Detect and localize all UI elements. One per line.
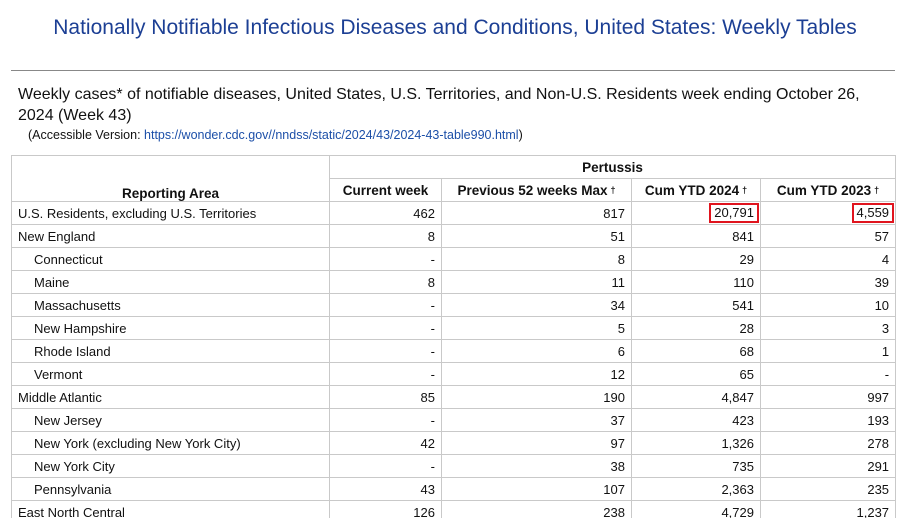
- cell-prev-max: [442, 409, 632, 432]
- cell-ytd-2023: [761, 340, 896, 363]
- cell-value: 190: [603, 389, 625, 405]
- cell-reporting-area: [12, 340, 330, 363]
- table-row: [12, 363, 896, 386]
- cell-current: [330, 202, 442, 225]
- cell-value: 238: [603, 504, 625, 518]
- cell-value: 51: [610, 228, 625, 244]
- cell-value: 462: [413, 205, 435, 221]
- cell-prev-max: [442, 317, 632, 340]
- table-row: [12, 409, 896, 432]
- cell-value: -: [884, 366, 890, 382]
- cell-prev-max: [442, 225, 632, 248]
- cell-ytd-2023: [761, 455, 896, 478]
- dagger-icon: †: [610, 184, 616, 195]
- table-row: [12, 478, 896, 501]
- cell-ytd-2024: [632, 340, 761, 363]
- cell-reporting-area: [12, 478, 330, 501]
- area-label: East North Central: [18, 504, 125, 518]
- cell-reporting-area: [12, 409, 330, 432]
- cell-ytd-2024: [632, 294, 761, 317]
- cell-ytd-2023: [761, 432, 896, 455]
- cell-reporting-area: [12, 271, 330, 294]
- cell-current: [330, 386, 442, 409]
- cell-reporting-area: [12, 225, 330, 248]
- area-label: Rhode Island: [34, 343, 111, 359]
- cell-ytd-2024: [632, 386, 761, 409]
- table-caption: Weekly cases* of notifiable diseases, United States, U.S. Territories, and Non-U.S. Residents week ending October 26, 2024 (Week 43): [18, 86, 860, 124]
- cell-current: [330, 340, 442, 363]
- header-cum-ytd-2023: Cum YTD 2023 †: [761, 179, 896, 202]
- cell-value: 4,729: [721, 504, 754, 518]
- cell-ytd-2024: [632, 248, 761, 271]
- cell-ytd-2023: [761, 271, 896, 294]
- cell-value: 541: [732, 297, 754, 313]
- cell-value: 841: [732, 228, 754, 244]
- cell-current: [330, 478, 442, 501]
- cell-value: 997: [867, 389, 890, 405]
- cell-value: 4,847: [721, 389, 754, 405]
- area-label: New Hampshire: [34, 320, 127, 336]
- cell-reporting-area: [12, 455, 330, 478]
- cell-value: 5: [617, 320, 625, 336]
- header-current-week: Current week: [330, 179, 442, 202]
- cell-prev-max: [442, 455, 632, 478]
- table-row: [12, 294, 896, 317]
- page-title: Nationally Notifiable Infectious Diseases and Conditions, United States: Weekly Tables: [53, 16, 857, 39]
- table-row: [12, 202, 896, 225]
- cell-ytd-2023: [761, 363, 896, 386]
- cell-reporting-area: [12, 294, 330, 317]
- table-body: [12, 202, 896, 518]
- cell-value: 1: [881, 343, 890, 359]
- table-row: [12, 317, 896, 340]
- cell-value: 28: [739, 320, 754, 336]
- cell-value: 291: [867, 458, 890, 474]
- table-container[interactable]: [11, 155, 899, 518]
- cell-current: [330, 455, 442, 478]
- table-row: [12, 386, 896, 409]
- cell-ytd-2024: [632, 409, 761, 432]
- header-reporting-area: Reporting Area: [12, 156, 330, 202]
- cell-ytd-2024: [632, 363, 761, 386]
- area-label: Middle Atlantic: [18, 389, 102, 405]
- cell-value: 2,363: [721, 481, 754, 497]
- cell-value: 107: [603, 481, 625, 497]
- cell-current: [330, 294, 442, 317]
- cell-prev-max: [442, 294, 632, 317]
- cell-value: 10: [874, 297, 890, 313]
- cell-current: [330, 248, 442, 271]
- cell-value: 29: [739, 251, 754, 267]
- accessible-version-link[interactable]: https://wonder.cdc.gov//nndss/static/2024/43/2024-43-table990.html: [144, 128, 519, 142]
- cell-value: 235: [867, 481, 890, 497]
- cell-value: 1,237: [856, 504, 890, 518]
- area-label: New York (excluding New York City): [34, 435, 241, 451]
- cell-ytd-2023: [761, 501, 896, 518]
- cell-value: -: [430, 297, 435, 313]
- cell-prev-max: [442, 202, 632, 225]
- cell-reporting-area: [12, 386, 330, 409]
- cell-value: 735: [732, 458, 754, 474]
- cell-reporting-area: [12, 317, 330, 340]
- cell-value: 57: [874, 228, 890, 244]
- cell-value: 8: [617, 251, 625, 267]
- cell-value: 423: [732, 412, 754, 428]
- cell-reporting-area: [12, 202, 330, 225]
- area-label: Vermont: [34, 366, 83, 382]
- title-divider: [11, 70, 895, 71]
- cell-ytd-2024: [632, 317, 761, 340]
- cell-prev-max: [442, 432, 632, 455]
- cell-value: 4: [881, 251, 890, 267]
- cell-value: -: [430, 412, 435, 428]
- cell-reporting-area: [12, 501, 330, 518]
- cell-value: 11: [611, 274, 625, 290]
- area-label: Maine: [34, 274, 70, 290]
- cell-ytd-2024: [632, 271, 761, 294]
- dagger-icon: †: [874, 184, 880, 195]
- area-label: Connecticut: [34, 251, 103, 267]
- pertussis-table: [11, 155, 896, 518]
- table-row: [12, 340, 896, 363]
- table-row: [12, 271, 896, 294]
- cell-prev-max: [442, 386, 632, 409]
- table-row: [12, 432, 896, 455]
- cell-value: 817: [603, 205, 625, 221]
- cell-value: 110: [733, 274, 754, 290]
- cell-ytd-2023: [761, 294, 896, 317]
- cell-ytd-2023: [761, 409, 896, 432]
- cell-value: 34: [610, 297, 625, 313]
- cell-value: -: [430, 458, 435, 474]
- cell-value: 12: [610, 366, 625, 382]
- cell-ytd-2024: [632, 501, 761, 518]
- cell-value: 8: [427, 228, 435, 244]
- area-label: New York City: [34, 458, 115, 474]
- cell-value: 1,326: [721, 435, 754, 451]
- highlighted-value: 4,559: [852, 203, 895, 223]
- accessible-suffix: ): [518, 128, 523, 142]
- cell-value: -: [430, 251, 435, 267]
- cell-value: 68: [739, 343, 754, 359]
- cell-current: [330, 271, 442, 294]
- cell-current: [330, 363, 442, 386]
- cell-reporting-area: [12, 248, 330, 271]
- header-pertussis: Pertussis: [330, 156, 896, 179]
- cell-value: 43: [420, 481, 435, 497]
- cell-prev-max: [442, 248, 632, 271]
- cell-value: 3: [881, 320, 890, 336]
- cell-value: 6: [617, 343, 625, 359]
- cell-ytd-2024: [632, 225, 761, 248]
- table-row: [12, 455, 896, 478]
- cell-current: [330, 225, 442, 248]
- cell-value: 85: [420, 389, 435, 405]
- area-label: U.S. Residents, excluding U.S. Territories: [18, 205, 257, 221]
- cell-ytd-2023: [761, 386, 896, 409]
- area-label: Pennsylvania: [34, 481, 112, 497]
- area-label: New England: [18, 228, 96, 244]
- cell-value: 42: [420, 435, 435, 451]
- cell-ytd-2024: [632, 432, 761, 455]
- table-row: [12, 501, 896, 518]
- area-label: New Jersey: [34, 412, 102, 428]
- cell-value: 8: [427, 274, 435, 290]
- cell-prev-max: [442, 271, 632, 294]
- cell-current: [330, 409, 442, 432]
- cell-ytd-2023: [761, 225, 896, 248]
- cell-value: 39: [874, 274, 890, 290]
- cell-value: 193: [867, 412, 890, 428]
- highlighted-value: 20,791: [709, 203, 759, 223]
- cell-value: 65: [739, 366, 754, 382]
- cell-ytd-2023: [761, 248, 896, 271]
- cell-prev-max: [442, 340, 632, 363]
- cell-ytd-2024: [632, 478, 761, 501]
- cell-ytd-2024: [632, 202, 761, 225]
- table-row: [12, 225, 896, 248]
- cell-value: -: [430, 366, 435, 382]
- area-label: Massachusetts: [34, 297, 121, 313]
- cell-value: 38: [610, 458, 625, 474]
- cell-value: 278: [867, 435, 890, 451]
- table-row: [12, 248, 896, 271]
- cell-ytd-2024: [632, 455, 761, 478]
- cell-reporting-area: [12, 363, 330, 386]
- accessible-prefix: (Accessible Version:: [28, 128, 145, 142]
- cell-ytd-2023: [761, 317, 896, 340]
- cell-prev-max: [442, 478, 632, 501]
- header-prev-52-max: Previous 52 weeks Max †: [442, 179, 632, 202]
- cell-prev-max: [442, 501, 632, 518]
- cell-current: [330, 501, 442, 518]
- cell-reporting-area: [12, 432, 330, 455]
- accessible-version-note: [28, 128, 523, 142]
- cell-value: -: [430, 343, 435, 359]
- cell-value: -: [430, 320, 435, 336]
- cell-value: 97: [610, 435, 625, 451]
- cell-current: [330, 317, 442, 340]
- dagger-icon: †: [742, 184, 748, 195]
- cell-ytd-2023: [761, 202, 896, 225]
- cell-current: [330, 432, 442, 455]
- cell-value: 37: [610, 412, 625, 428]
- cell-ytd-2023: [761, 478, 896, 501]
- cell-prev-max: [442, 363, 632, 386]
- header-cum-ytd-2024: Cum YTD 2024 †: [632, 179, 761, 202]
- cell-value: 126: [413, 504, 435, 518]
